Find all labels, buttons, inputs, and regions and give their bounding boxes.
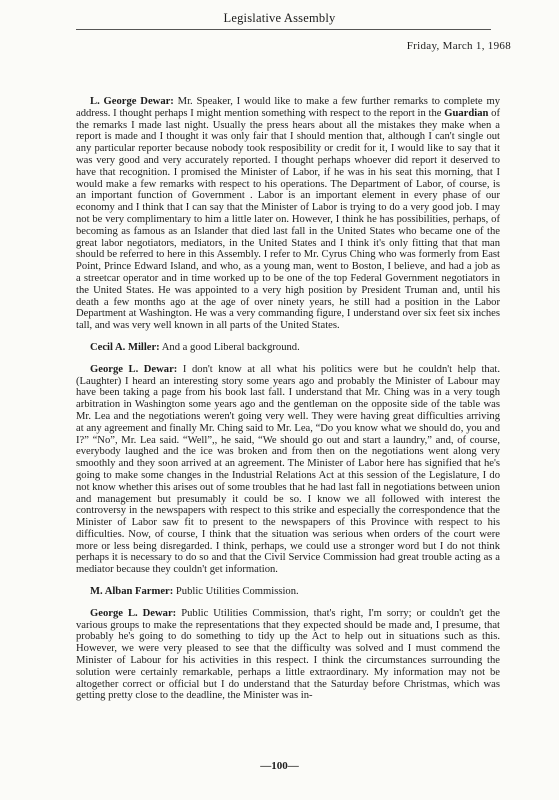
speaker-name: M. Alban Farmer: xyxy=(90,586,174,598)
speaker-name: George L. Dewar: xyxy=(90,363,178,375)
speech-paragraph xyxy=(76,342,500,354)
page-header-title: Legislative Assembly xyxy=(223,11,336,25)
speech-text: Mr. Speaker, I would like to make a few further remarks to complete my address. I thought perhaps I might mention something with respect to the report in the xyxy=(76,96,500,119)
speech-text: of the remarks I made last night. Usually the press hears about all the mistakes they make when a report is made and I thought it was only fair that I should mention that, although I can't single out any particular reporter because nobody took resposibility or credit for it, I would like to say that it was very good and very accurately reported. I thought perhaps whoever did report it deserved to have that recognition. I promised the Minister of Labor, if he was in his seat this morning, that I would make a few remarks with respect to his operations. The Department of Labor, of course, is an important function of Government . Labor is an important element in every phase of our economy and I think that I can say that the Minister of Labor is trying to do a very good job. I may not be very complimentary to him a little later on. However, I think he has possibilities, perhaps, of becoming as famous as an Islander that died last fall in the United States who became one of the great labor negotiators, mediators, in the United States and I think it's only fitting that that man should be referred to here in this Assembly. I refer to Mr. Cyrus Ching who was formerly from East Point, Prince Edward Island, and who, as a young man, went to Boston, I believe, and had a job as a streetcar operator and in time worked up to be one of the top Federal Government negotiators in the United States. He was appointed to a very high position by President Truman and, until his death a few months ago at the age of over ninety years, he still had a position in the Labor Department at Washington. He was a very commanding figure, I understand over six feet six inches tall, and was very well known in all parts of the United States. xyxy=(76,107,500,332)
speaker-name: Cecil A. Miller: xyxy=(90,341,160,353)
speech-paragraph xyxy=(76,586,500,598)
transcript-body xyxy=(76,96,500,712)
speech-paragraph xyxy=(76,96,500,332)
speaker-name: L. George Dewar: xyxy=(90,96,174,107)
speech-text: I don't know at all what his politics were but he couldn't help that. (Laughter) I heard an interesting story some years ago and probably the Minister of Labour may have been taking a page from his book last fall. I understand that Mr. Ching was in a very tough arbitration in Washington some years ago and the gentleman on the opposite side of the table was Mr. Lea and the negotiations weren't going very well. They were having great difficulties arriving at any agreement and finally Mr. Ching said to Mr. Lea, “Do you know what we should do, you and I?” “No”, Mr. Lea said. “Well”,, he said, “We should go out and start a laundry,” and, of course, everybody laughed and the ice was broken and from then on the negotiations went along very smoothly and they soon arrived at an agreement. The Minister of Labor here has signified that he's going to make some changes in the Industrial Relations Act at this session of the Legislature, I do not know whether this arises out of some troubles that he had last fall in negotiations between union and management but presumably it could be so. I know we all followed with interest the controversy in the newspapers with respect to this strike and especially the correspondence that the Minister of Labor saw fit to present to the newspapers of this Province with respect to his difficulties. Now, of course, I think that the situation was serious when orders of the court were more or less being disregarded. I think, perhaps, we could use a stronger word but I do not think perhaps it is necessary to do so and that the Civil Service Commission had great trouble acting as a mediator because they couldn't get information. xyxy=(76,363,500,576)
speech-text: Public Utilities Commission. xyxy=(173,586,299,598)
speaker-name: George L. Dewar: xyxy=(90,607,177,619)
page-date: Friday, March 1, 1968 xyxy=(406,40,511,52)
speech-paragraph xyxy=(76,364,500,576)
speech-text: And a good Liberal background. xyxy=(159,341,300,353)
header-rule xyxy=(76,29,491,30)
publication-name: Guardian xyxy=(444,107,489,119)
speech-paragraph xyxy=(76,608,500,702)
speech-text: Public Utilities Commission, that's right, I'm sorry; or couldn't get the various groups to make the representations that they expected should be made and, I presume, that probably he's going to do something to tidy up the Act to help out in situations such as this. However, we were very pleased to see that the difficulty was solved and I must commend the Minister of Labour for his activities in this respect. I think the circumstances surrounding the solution were certainly remarkable, perhaps a little extraordinary. My information may not be altogether correct or official but I do understand that the Saturday before Christmas, which was getting pretty close to the deadline, the Minister was in- xyxy=(76,607,501,702)
page-number: —100— xyxy=(260,760,299,772)
